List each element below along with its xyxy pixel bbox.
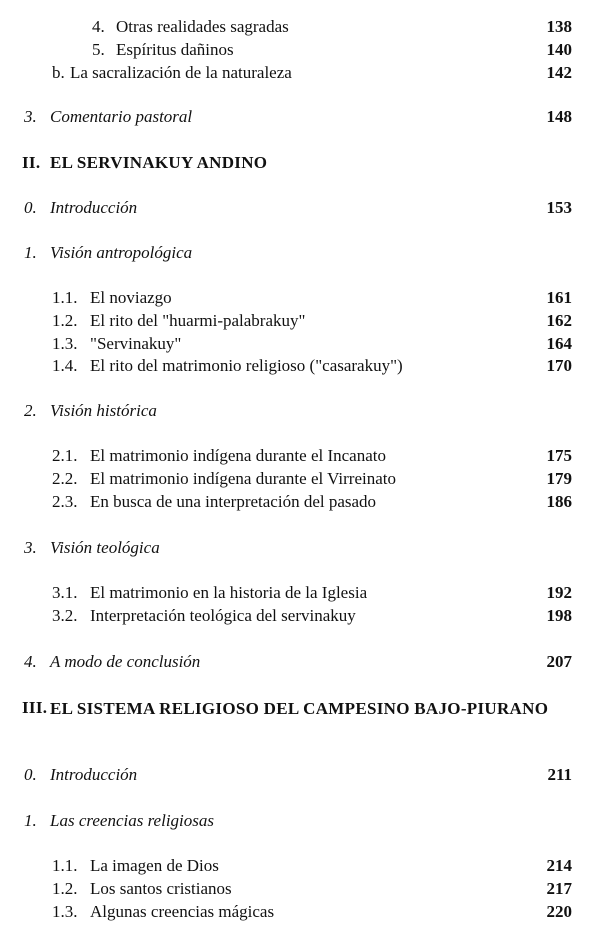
toc-entry-imagen-dios bbox=[0, 855, 600, 877]
toc-section-vision-antropologica bbox=[0, 242, 600, 264]
entry-title: "Servinakuy" bbox=[90, 334, 182, 353]
chapter-heading-sistema-religioso bbox=[0, 697, 600, 745]
entry-page: 148 bbox=[546, 107, 572, 126]
entry-title: Espíritus dañinos bbox=[116, 40, 234, 59]
entry-page: 179 bbox=[546, 469, 572, 488]
entry-number: 1. bbox=[24, 811, 37, 830]
entry-number: 2. bbox=[24, 401, 37, 420]
entry-page: 140 bbox=[546, 40, 572, 59]
entry-page: 186 bbox=[546, 492, 572, 511]
toc-entry-interpretacion-pasado bbox=[0, 491, 600, 513]
entry-number: 1.2. bbox=[52, 311, 78, 330]
entry-title: Visión histórica bbox=[50, 401, 157, 420]
entry-number: 1.4. bbox=[52, 356, 78, 375]
entry-title: El matrimonio indígena durante el Incanato bbox=[90, 446, 386, 465]
entry-title: El noviazgo bbox=[90, 288, 172, 307]
entry-title: Visión teológica bbox=[50, 538, 160, 557]
entry-title: El rito del "huarmi-palabrakuy" bbox=[90, 311, 306, 330]
toc-entry-interpretacion-teologica bbox=[0, 605, 600, 627]
entry-page: 198 bbox=[546, 606, 572, 625]
toc-entry-espiritus bbox=[0, 39, 600, 61]
toc-entry-noviazgo bbox=[0, 287, 600, 309]
entry-page: 138 bbox=[546, 17, 572, 36]
toc-entry-servinakuy bbox=[0, 333, 600, 355]
entry-number: 1.1. bbox=[52, 856, 78, 875]
chapter-number: III. bbox=[22, 698, 48, 717]
entry-number: 0. bbox=[24, 198, 37, 217]
entry-number: 4. bbox=[24, 652, 37, 671]
entry-page: 153 bbox=[546, 198, 572, 217]
entry-number: 2.2. bbox=[52, 469, 78, 488]
entry-page: 161 bbox=[546, 288, 572, 307]
entry-page: 207 bbox=[546, 652, 572, 671]
entry-title: Otras realidades sagradas bbox=[116, 17, 289, 36]
toc-section-creencias-religiosas bbox=[0, 810, 600, 832]
entry-number: 3.2. bbox=[52, 606, 78, 625]
toc-entry-huarmi-palabrakuy bbox=[0, 310, 600, 332]
entry-page: 162 bbox=[546, 311, 572, 330]
entry-number: 0. bbox=[24, 765, 37, 784]
entry-title: Algunas creencias mágicas bbox=[90, 902, 275, 921]
entry-number: 2.3. bbox=[52, 492, 78, 511]
entry-title: Las creencias religiosas bbox=[50, 811, 215, 830]
entry-page: 211 bbox=[547, 765, 572, 784]
entry-title: El rito del matrimonio religioso ("casarakuy") bbox=[90, 356, 403, 375]
entry-page: 175 bbox=[546, 446, 572, 465]
toc-entry-introduccion bbox=[0, 197, 600, 219]
entry-number: 3.1. bbox=[52, 583, 78, 602]
entry-title: Los santos cristianos bbox=[90, 879, 232, 898]
entry-number: 1.3. bbox=[52, 902, 78, 921]
entry-page: 170 bbox=[546, 356, 572, 375]
entry-number: 1.3. bbox=[52, 334, 78, 353]
entry-title: La sacralización de la naturaleza bbox=[70, 63, 292, 82]
toc-entry-incanato bbox=[0, 445, 600, 467]
entry-title: Introducción bbox=[50, 198, 138, 217]
chapter-title: EL SERVINAKUY ANDINO bbox=[50, 153, 268, 172]
chapter-title: EL SISTEMA RELIGIOSO DEL CAMPESINO BAJO-PIURANO bbox=[50, 699, 549, 718]
entry-title: La imagen de Dios bbox=[90, 856, 219, 875]
entry-title: Introducción bbox=[50, 765, 138, 784]
toc-entry-comentario-pastoral bbox=[0, 106, 600, 128]
toc-section-vision-historica bbox=[0, 400, 600, 422]
entry-number: 3. bbox=[24, 107, 37, 126]
toc-entry-otras-realidades bbox=[0, 16, 600, 38]
entry-number: 4. bbox=[92, 17, 105, 36]
entry-title: El matrimonio indígena durante el Virreinato bbox=[90, 469, 396, 488]
entry-number: b. bbox=[52, 63, 65, 82]
entry-page: 142 bbox=[546, 63, 572, 82]
entry-title: A modo de conclusión bbox=[50, 652, 201, 671]
entry-page: 217 bbox=[546, 879, 572, 898]
entry-page: 192 bbox=[546, 583, 572, 602]
entry-number: 3. bbox=[24, 538, 37, 557]
entry-page: 220 bbox=[546, 902, 572, 921]
entry-title: Visión antropológica bbox=[50, 243, 193, 262]
entry-number: 2.1. bbox=[52, 446, 78, 465]
toc-entry-introduccion-iii bbox=[0, 764, 600, 786]
toc-entry-virreinato bbox=[0, 468, 600, 490]
entry-number: 5. bbox=[92, 40, 105, 59]
chapter-number: II. bbox=[22, 153, 41, 172]
toc-entry-matrimonio-iglesia bbox=[0, 582, 600, 604]
toc-entry-santos-cristianos bbox=[0, 878, 600, 900]
toc-entry-casarakuy bbox=[0, 355, 600, 377]
entry-title: En busca de una interpretación del pasado bbox=[90, 492, 377, 511]
toc-entry-creencias-magicas bbox=[0, 901, 600, 923]
entry-number: 1. bbox=[24, 243, 37, 262]
entry-page: 164 bbox=[546, 334, 572, 353]
entry-title: El matrimonio en la historia de la Iglesia bbox=[90, 583, 368, 602]
toc-entry-sacralizacion bbox=[0, 62, 600, 84]
entry-title: Comentario pastoral bbox=[50, 107, 193, 126]
entry-number: 1.1. bbox=[52, 288, 78, 307]
chapter-heading-servinakuy bbox=[0, 152, 600, 174]
toc-entry-conclusion bbox=[0, 651, 600, 673]
entry-title: Interpretación teológica del servinakuy bbox=[90, 606, 356, 625]
entry-number: 1.2. bbox=[52, 879, 78, 898]
toc-section-vision-teologica bbox=[0, 537, 600, 559]
entry-page: 214 bbox=[546, 856, 572, 875]
